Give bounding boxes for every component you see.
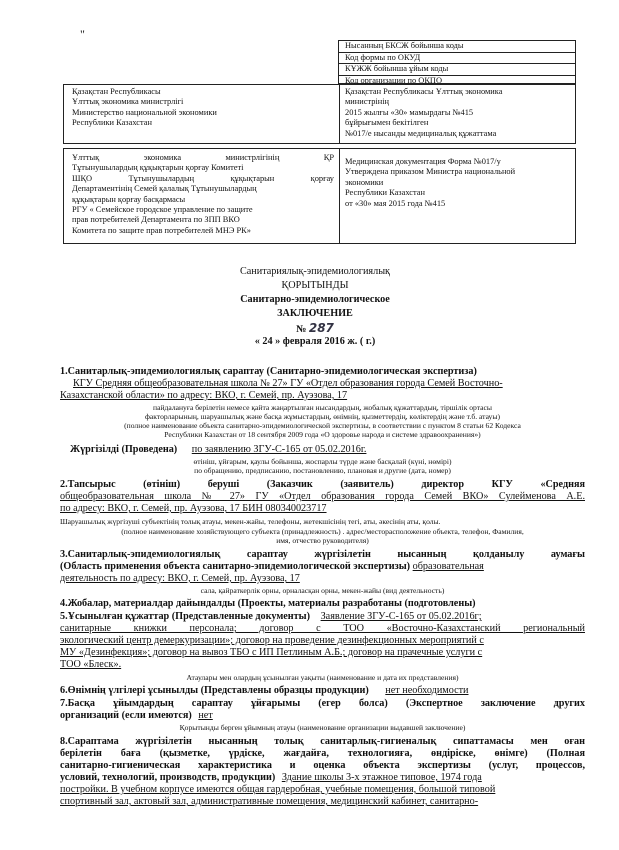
section-7-line: 7.Басқа ұйымдардың сараптау ұйғарымы (егер болса) (Экспертное заключение других xyxy=(60,698,585,709)
section-1-note: факторларының, шаруашылық және басқа жұмыстардың, өнімнің, қызметтердің, көліктердің және т.б. атауы) xyxy=(145,412,500,421)
section-8-line: спортивный зал, актовый зал, административные помещения, медицинский кабинет, санитарно- xyxy=(60,796,479,807)
section-1-object-1: КГУ Средняя общеобразовательная школа № 27» ГУ «Отдел образования города Семей Восточно- xyxy=(73,378,503,389)
medical-line: Утверждена приказом Министра национальной xyxy=(345,167,516,177)
section-8-line xyxy=(60,772,585,784)
section-2-line: 2.Тапсырыс (өтініш) беруші (Заказчик (заявитель) директор КГУ «Средняя xyxy=(60,479,585,490)
section-1-conducted-note: өтініш, ұйғарым, қаулы бойынша, жоспарлы түрде және басқалай (күні, нөмірі) xyxy=(193,457,452,466)
department-line: Ұлттық экономика министрлігінің ҚР xyxy=(72,153,334,162)
department-line: құқықтарын қорғау басқармасы xyxy=(72,194,186,204)
section-3-line: 3.Санитарлық-эпидемиологиялық сараптау жүргізілетін нысанның қолданылу аумағы xyxy=(60,549,585,560)
number-prefix: № xyxy=(296,324,307,335)
department-line: прав потребителей Департамента по ЗПП ВКО xyxy=(72,215,240,225)
order-line: 2015 жылғы «30» мамырдағы №415 xyxy=(345,107,474,117)
document-number xyxy=(150,322,480,336)
corner-mark: " xyxy=(80,27,85,41)
section-5-label: 5.Ұсынылған құжаттар (Представленные документы) xyxy=(60,611,311,622)
department-line: РГУ « Семейское городское управление по защите xyxy=(72,205,253,215)
section-8-line: берілетін баға (қызметке, үрдіске, жағдайға, технологияға, өндіріске, өнімге) (Полная xyxy=(60,748,585,759)
section-8-line: постройки. В учебном корпусе имеются общая гардеробная, учебные помещения, большой типовой xyxy=(60,784,496,795)
department-line: Комитета по защите прав потребителей МНЭ РК» xyxy=(72,225,251,235)
section-1-heading: 1.Санитарлық-эпидемиологиялық сараптау (Санитарно-эпидемиологическая экспертиза) xyxy=(60,366,477,377)
section-5-line: санитарные книжки персонала; договор с ТОО «Восточно-Казахстанский региональный xyxy=(60,623,585,634)
section-3-scope-value: образовательная xyxy=(412,561,484,572)
section-8-value: Здание школы 3-х этажное типовое, 1974 года xyxy=(281,772,482,783)
section-1-conducted xyxy=(70,444,595,456)
medical-line: Медицинская документация Форма №017/у xyxy=(345,157,501,166)
section-4-line: 4.Жобалар, материалдар дайындалды (Проекты, материалы разработаны (подготовлены) xyxy=(60,598,476,609)
form-code-row: КҰЖЖ бойынша ұйым коды xyxy=(339,64,575,76)
medical-right xyxy=(345,157,573,209)
section-1-note: (полное наименование объекта санитарно-эпидемиологической экспертизы, в соответствии с пунктом 8 статьи 62 Кодекса xyxy=(124,421,521,430)
order-line: №017/е нысанды медициналық құжаттама xyxy=(345,128,497,138)
section-6-value: нет необходимости xyxy=(385,685,469,696)
section-8-label: условий, технологий, производств, продукции) xyxy=(60,772,276,783)
form-code-row: Нысанның БКСЖ бойынша коды xyxy=(339,41,575,53)
department-left xyxy=(72,153,334,236)
department-line: Департаментінің Семей қалалық Тұтынушылардың xyxy=(72,184,257,194)
medical-line: Республики Казахстан xyxy=(345,188,425,198)
section-6-label: 6.Өнімнің үлгілері ұсынылды (Представлены образцы продукции) xyxy=(60,685,369,696)
divider xyxy=(339,85,340,143)
handwritten-number: 287 xyxy=(308,321,334,335)
section-8-line: 8.Сараптама жүргізілетін нысанның толық санитарлық-гигиеналық сипаттамасы мен оған xyxy=(60,736,585,747)
ministry-box xyxy=(63,84,576,144)
medical-line: от «30» мая 2015 года №415 xyxy=(345,198,446,208)
ministry-line: Министерство национальной экономики xyxy=(72,107,217,117)
section-5-line: экологический центр демеркуризации»; договор на проведение дезинфекционных мероприятий с xyxy=(60,635,484,646)
order-line: Қазақстан Республикасы Ұлттық экономика xyxy=(345,87,503,96)
title-ru-1: Санитарно-эпидемиологическое xyxy=(240,294,390,305)
ministry-left xyxy=(72,87,334,129)
section-1-object-2: Казахстанской области» по адресу: ВКО, г. Семей, пр. Ауэзова, 17 xyxy=(60,390,348,401)
section-3-scope-label: (Область применения объекта санитарно-эпидемиологической экспертизы) xyxy=(60,561,411,572)
section-5-line: МУ «Дезинфекция»; договор на вывоз ТБО с ИП Петлиным А.Б.; договор на прачечные услуги с xyxy=(60,647,483,658)
section-1-note: пайдалануға берілетін немесе қайта жаңартылған нысандардың, жобалық құжаттардың, тіршілік ортасы xyxy=(153,403,492,412)
section-2-note: Шаруашылық жүргізуші субъектінің толық атауы, мекен-жайы, телефоны, жетекшісінің тегі, аты, әкесінің аты, қолы. xyxy=(60,517,441,526)
section-7-line xyxy=(60,710,585,722)
form-code-row: Код организации по ОКПО xyxy=(345,75,443,85)
ministry-line: Ұлттық экономика министрлігі xyxy=(72,97,184,107)
section-5-value: Заявление ЗГУ-С-165 от 05.02.2016г; xyxy=(320,611,482,622)
ministry-line: Қазақстан Республикасы xyxy=(72,87,161,96)
title-kz-1: Санитариялық-эпидемиологиялық xyxy=(239,266,391,277)
section-5-line xyxy=(60,611,585,623)
department-line: ШҚО Тұтынушылардың құқықтарын қорғау xyxy=(72,173,334,183)
section-2-note: имя, отчество руководителя) xyxy=(276,536,369,545)
section-7-note: Қорытынды берген ұйымның атауы (наименование организации выдавшей заключение) xyxy=(179,723,466,732)
divider xyxy=(339,149,340,243)
section-5-note: Атаулары мен олардың ұсынылған уақыты (наименование и дата их представления) xyxy=(186,673,459,682)
form-codes-box xyxy=(338,40,576,84)
section-7-value: нет xyxy=(198,710,213,721)
section-2-line: общеобразовательная школа № 27» ГУ «Отдел образования города Семей ВКО» Сулейменова А.Е. xyxy=(60,491,585,502)
ministry-line: Республики Казахстан xyxy=(72,118,152,128)
section-1-note: Республики Казахстан от 18 сентября 2009 года «О здоровье народа и системе здравоохранения») xyxy=(164,430,481,439)
order-line: министрінің xyxy=(345,97,390,107)
section-3-line xyxy=(60,561,585,573)
section-3-note: сала, қайраткерлік орны, орналасқан орны, мекен-жайы (вид деятельность) xyxy=(200,586,445,595)
medical-line: экономики xyxy=(345,177,384,187)
department-line: Тұтынушылардың құқықтарын қорғау Комитеті xyxy=(72,163,244,173)
section-8-line: санитарно-гигиеническая характеристика и оценка объекта экспертизы (услуг, процессов, xyxy=(60,760,585,771)
conducted-value: по заявлению ЗГУ-С-165 от 05.02.2016г. xyxy=(191,444,367,455)
form-code-row: Код формы по ОКУД xyxy=(339,53,575,65)
section-3-line: деятельность по адресу: ВКО, г. Семей, пр. Ауэзова, 17 xyxy=(60,573,300,584)
section-7-label: организаций (если имеются) xyxy=(60,710,192,721)
order-right xyxy=(345,87,573,139)
title-ru-2: ЗАКЛЮЧЕНИЕ xyxy=(277,308,353,319)
title-kz-2: ҚОРЫТЫНДЫ xyxy=(281,280,349,291)
conducted-label: Жүргізілді (Проведена) xyxy=(70,444,178,455)
section-6-line xyxy=(60,685,585,697)
document-date: « 24 » февраля 2016 ж. ( г.) xyxy=(254,336,376,347)
order-line: бұйрығымен бекітілген xyxy=(345,118,429,128)
section-5-line: ТОО «Блеск». xyxy=(60,659,122,670)
section-1-conducted-note: по обращению, предписанию, постановлению, плановая и другие (дата, номер) xyxy=(194,466,451,475)
section-2-line: по адресу: ВКО, г. Семей, пр. Ауэзова, 17 БИН 080340023717 xyxy=(60,503,327,514)
department-box xyxy=(63,148,576,244)
section-2-note: (полное наименование хозяйствующего субъекта (принадлежность) . адрес/месторасположение объекта, телефон, Фамилия, xyxy=(121,527,524,536)
